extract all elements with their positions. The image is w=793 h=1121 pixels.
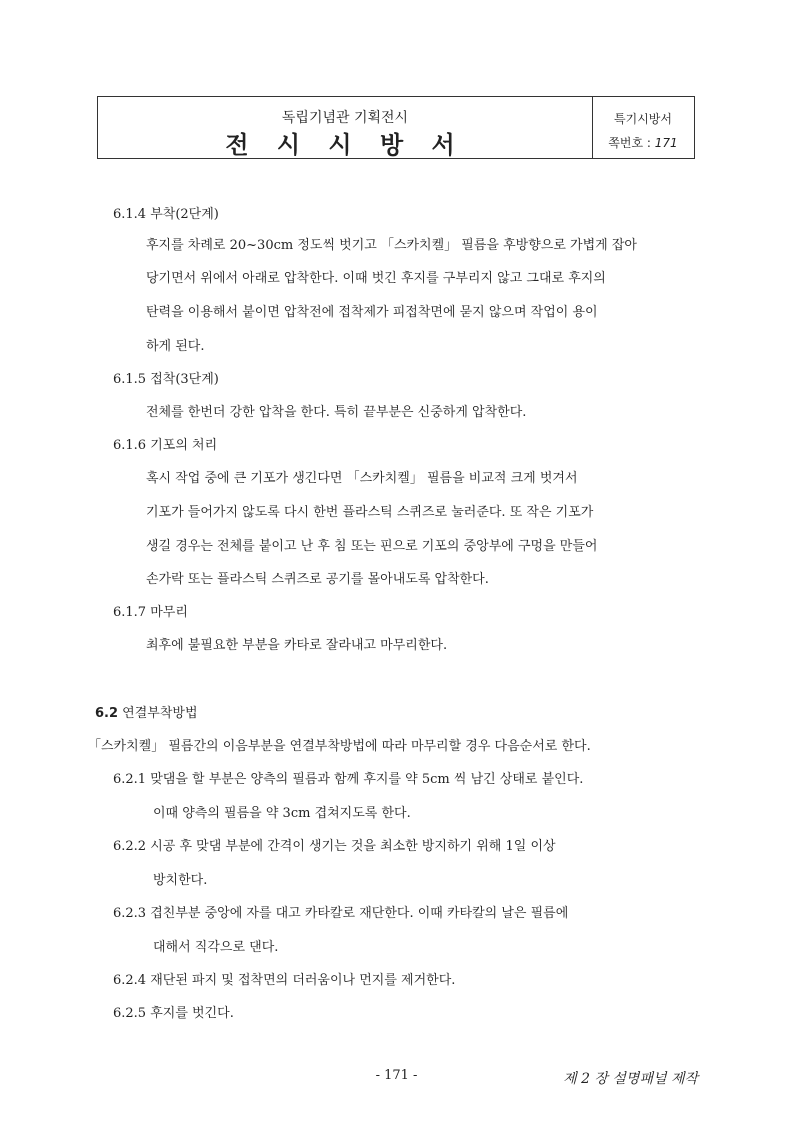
header-title: 전 시 시 방 서: [225, 131, 465, 159]
header-subtitle: 독립기념관 기획전시: [281, 110, 409, 126]
paragraph-line: 당기면서 위에서 아래로 압착한다. 이때 벗긴 후지를 구부리지 않고 그대로 후지의: [146, 271, 606, 286]
footer-page-number: - 171 -: [375, 1068, 418, 1083]
step-6-2-3: 6.2.3 겹친부분 중앙에 자를 대고 카타칼로 재단한다. 이때 카타칼의 날은 필름에: [113, 906, 569, 921]
section-6-1-4-heading: 6.1.4 부착(2단계): [113, 207, 219, 222]
spec-label: 특기시방서: [614, 112, 672, 126]
section-6-2-intro: 「스카치켈」 필름간의 이음부분을 연결부착방법에 따라 마무리할 경우 다음순서로 한다.: [88, 739, 591, 754]
section-6-1-5-heading: 6.1.5 접착(3단계): [113, 372, 219, 387]
section-6-1-6-heading: 6.1.6 기포의 처리: [113, 438, 218, 453]
step-6-2-4: 6.2.4 재단된 파지 및 접착면의 더러움이나 먼지를 제거한다.: [113, 973, 456, 988]
document-header: [97, 96, 695, 159]
paragraph-line: 전체를 한번더 강한 압착을 한다. 특히 끝부분은 신중하게 압착한다.: [146, 405, 527, 420]
paragraph-line: 혹시 작업 중에 큰 기포가 생긴다면 「스카치켈」 필름을 비교적 크게 벗겨서: [146, 471, 578, 486]
paragraph-line: 후지를 차례로 20~30cm 정도씩 벗기고 「스카치켈」 필름을 후방향으로 가볍게 잡아: [146, 238, 637, 253]
section-6-1-7-heading: 6.1.7 마무리: [113, 605, 188, 620]
header-info-cell: [592, 97, 694, 158]
section-6-2-title: 연결부착방법: [122, 706, 198, 721]
paragraph-line: 대해서 직각으로 댄다.: [153, 940, 279, 955]
section-6-2-heading: [95, 706, 198, 722]
paragraph-line: 생길 경우는 전체를 붙이고 난 후 침 또는 핀으로 기포의 중앙부에 구멍을 만들어: [146, 539, 598, 554]
step-6-2-5: 6.2.5 후지를 벗긴다.: [113, 1006, 234, 1021]
paragraph-line: 손가락 또는 플라스틱 스퀴즈로 공기를 몰아내도록 압착한다.: [146, 572, 489, 587]
footer-chapter: 제 2 장 설명패널 제작: [563, 1071, 698, 1087]
paragraph-line: 최후에 불필요한 부분을 카타로 잘라내고 마무리한다.: [146, 638, 448, 653]
paragraph-line: 방치한다.: [153, 873, 208, 888]
section-6-2-number: 6.2: [95, 706, 119, 721]
page-ref: [592, 134, 694, 151]
paragraph-line: 탄력을 이용해서 붙이면 압착전에 접착제가 피접착면에 묻지 않으며 작업이 용이: [146, 305, 598, 320]
step-6-2-2: 6.2.2 시공 후 맞댐 부분에 간격이 생기는 것을 최소한 방지하기 위해 1일 이상: [113, 839, 556, 854]
page-ref-value: 171: [654, 136, 678, 150]
header-title-cell: [98, 97, 593, 158]
paragraph-line: 이때 양측의 필름을 약 3cm 겹쳐지도록 한다.: [153, 806, 411, 821]
page-ref-label: 쪽번호 :: [608, 136, 651, 150]
paragraph-line: 기포가 들어가지 않도록 다시 한번 플라스틱 스퀴즈로 눌러준다. 또 작은 기포가: [146, 505, 594, 520]
step-6-2-1: 6.2.1 맞댐을 할 부분은 양측의 필름과 함께 후지를 약 5cm 씩 남긴 상태로 붙인다.: [113, 772, 584, 787]
paragraph-line: 하게 된다.: [146, 339, 205, 354]
